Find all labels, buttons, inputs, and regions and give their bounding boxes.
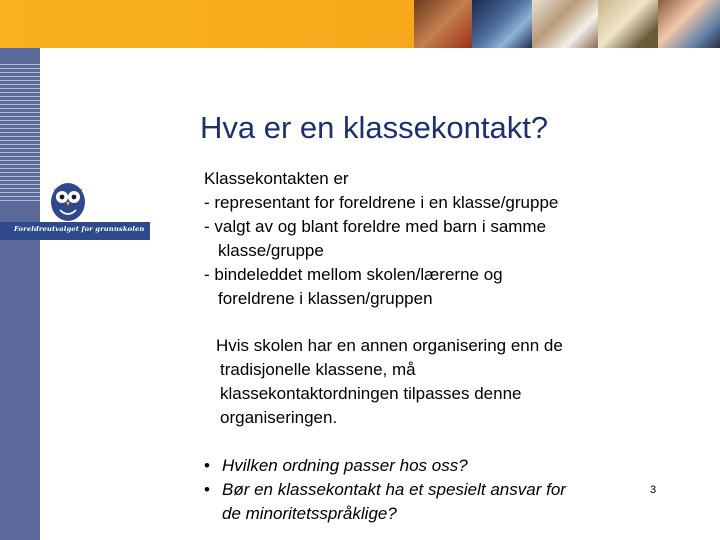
bullet-marker: • <box>204 480 210 499</box>
classroom-board-photo <box>472 0 532 48</box>
students-photo <box>414 0 472 48</box>
children-photo <box>532 0 598 48</box>
page-number: 3 <box>650 484 657 496</box>
bullet-text: de minoritetsspråklige? <box>222 504 397 523</box>
intro-line: - valgt av og blant foreldre med barn i samme <box>204 217 547 236</box>
slide-title: Hva er en klassekontakt? <box>200 110 549 145</box>
logo-bar <box>0 222 150 240</box>
owl-icon <box>46 180 90 222</box>
open-book-photo <box>598 0 658 48</box>
list-item <box>204 478 566 502</box>
paragraph-line: Hvis skolen har en annen organisering enn de <box>216 336 563 355</box>
intro-line: Klassekontakten er <box>204 169 349 188</box>
intro-line: klasse/gruppe <box>218 241 324 260</box>
list-item <box>204 454 566 478</box>
bullet-text: Bør en klassekontakt ha et spesielt ansvar for <box>222 480 566 499</box>
side-stripes <box>0 64 40 204</box>
logo-text: Foreldreutvalget for grunnskolen <box>14 225 145 233</box>
intro-line: - representant for foreldrene i en klasse/gruppe <box>204 193 559 212</box>
list-item <box>204 502 566 526</box>
header-photo-strip <box>414 0 720 48</box>
bullet-marker: • <box>204 456 210 475</box>
paragraph-line: tradisjonelle klassene, må <box>220 360 416 379</box>
bullet-text: Hvilken ordning passer hos oss? <box>222 456 468 475</box>
question-list <box>204 454 566 526</box>
paragraph-line: klassekontaktordningen tilpasses denne <box>220 384 522 403</box>
organisation-paragraph <box>216 334 563 430</box>
girl-reading-photo <box>658 0 720 48</box>
intro-block <box>204 167 558 311</box>
paragraph-line: organiseringen. <box>220 408 338 427</box>
intro-line: - bindeleddet mellom skolen/lærerne og <box>204 265 503 284</box>
intro-line: foreldrene i klassen/gruppen <box>218 289 433 308</box>
